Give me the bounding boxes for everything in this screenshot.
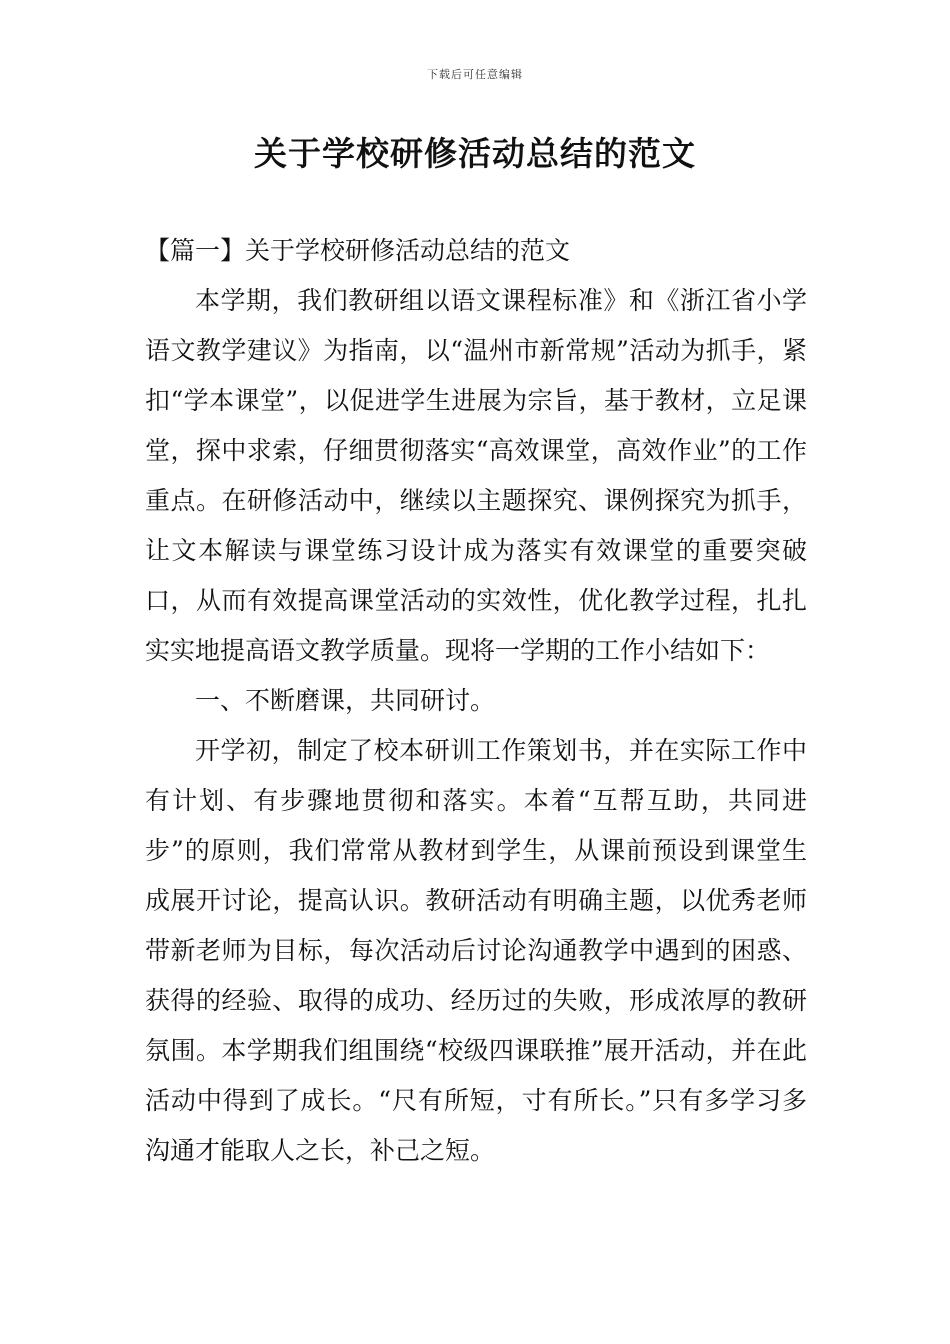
paragraph-intro: 本学期，我们教研组以语文课程标准》和《浙江省小学语文教学建议》为指南，以“温州市新常规”活动为抓手，紧扣“学本课堂”，以促进学生进展为宗旨，基于教材，立足课堂，探中求索，仔细贯彻落实“高效课堂，高效作业”的工作重点。在研修活动中，继续以主题探究、课例探究为抓手，让文本解读与课堂练习设计成为落实有效课堂的重要突破口，从而有效提高课堂活动的实效性，优化教学过程，扎扎实实地提高语文教学质量。现将一学期的工作小结如下： <box>145 286 807 665</box>
document-body <box>145 226 807 1176</box>
paragraph-body: 开学初，制定了校本研训工作策划书，并在实际工作中有计划、有步骤地贯彻和落实。本着“互帮互助，共同进步”的原则，我们常常从教材到学生，从课前预设到课堂生成展开讨论，提高认识。教研活动有明确主题，以优秀老师带新老师为目标，每次活动后讨论沟通教学中遇到的困惑、获得的经验、取得的成功、经历过的失败，形成浓厚的教研氛围。本学期我们组围绕“校级四课联推”展开活动，并在此活动中得到了成长。“尺有所短，寸有所长。”只有多学习多沟通才能取人之长，补己之短。 <box>145 736 807 1165</box>
paragraph-subheading: 一、不断磨课，共同研讨。 <box>195 686 496 715</box>
section-heading: 【篇一】关于学校研修活动总结的范文 <box>145 236 571 265</box>
document-title: 关于学校研修活动总结的范文 <box>254 134 696 173</box>
header-note: 下载后可任意编辑 <box>427 68 523 81</box>
